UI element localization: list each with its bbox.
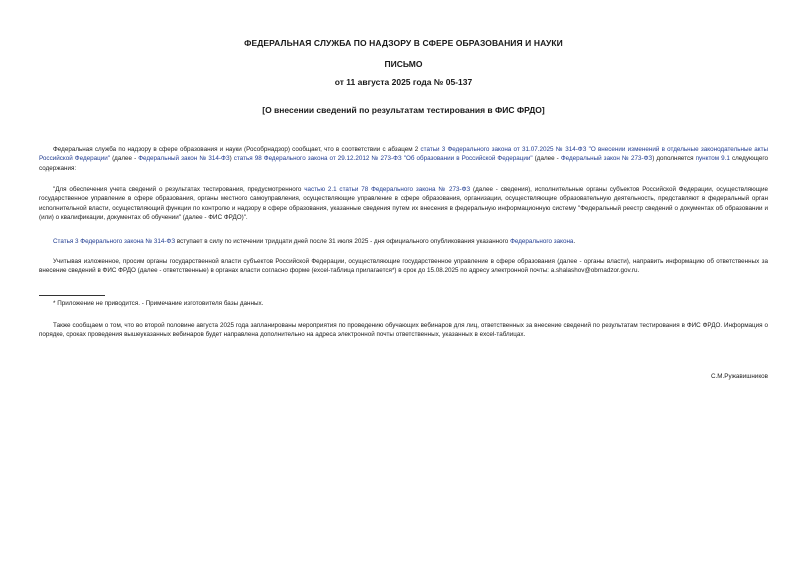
p1-text-1: Федеральная служба по надзору в сфере образования и науки (Рособрнадзор) сообщает, что в соответствии с абзацем 2 <box>53 146 421 153</box>
link-law-314[interactable]: Федеральный закон № 314-ФЗ <box>138 155 230 163</box>
p2-text-2: (далее - сведения), исполнительные органы субъектов Российской Федерации, осуществляющие государственное управление в сфере образования, органы местного самоуправления, осуществляющие управление в сфере образования, организации, осуществляющие образовательную деятельность, представляют в федеральный орган исполнительной власти, осуществляющий функции по контролю и надзору в сфере образования, указанные сведения путем их внесения в федеральную информационную систему "Федеральный реестр сведений о документах об образовании и (или) о квалификации, документах об обучении" (далее - ФИС ФРДО)". <box>39 186 768 222</box>
p1-text-2: (далее - <box>110 155 139 163</box>
document-subject: [О внесении сведений по результатам тестирования в ФИС ФРДО] <box>262 105 545 115</box>
paragraph-3 <box>39 237 768 246</box>
p3-text-2: . <box>573 238 576 245</box>
link-article-3-law-314-b[interactable]: Статья 3 Федерального закона № 314-ФЗ <box>53 238 176 245</box>
p1-text-6: следующего содержания: <box>39 155 768 172</box>
footnote-divider <box>39 295 105 296</box>
paragraph-2 <box>39 185 768 223</box>
paragraph-5 <box>39 321 768 340</box>
paragraph-4 <box>39 257 768 276</box>
paragraph-1 <box>39 145 768 173</box>
p2-text-1: "Для обеспечения учета сведений о результатах тестирования, предусмотренного <box>53 186 305 193</box>
document-type: ПИСЬМО <box>384 59 423 69</box>
footnote-text: * Приложение не приводится. - Примечание изготовителя базы данных. <box>53 300 264 307</box>
link-point-9-1[interactable]: пунктом 9.1 <box>695 155 730 163</box>
p4-text-1: Учитывая изложенное, просим органы государственной власти субъектов Российской Федерации, осуществляющие государственное управление в сфере образования (далее - органы власти), направить информацию об ответственных за внесение сведений в ФИС ФРДО (далее - ответственные) в органах власти согласно форме (excel-таблица прилагается*) в срок до 15.08.2025 по адресу электронной почты: a.shalashov@obrnadzor.gov.ru. <box>39 258 768 275</box>
p1-text-5: ) дополняется <box>652 155 696 163</box>
link-federal-law[interactable]: Федерального закона <box>510 238 574 245</box>
link-law-273[interactable]: Федеральный закон № 273-ФЗ <box>560 155 653 163</box>
link-article-98-law-273[interactable]: статья 98 Федерального закона от 29.12.2012 № 273-ФЗ "Об образовании в Российской Федерации" <box>233 155 533 163</box>
footnote <box>39 299 768 308</box>
signature: С.М.Ружавишников <box>710 373 768 380</box>
p1-text-4: (далее - <box>532 155 561 163</box>
link-part-2-1-article-78[interactable]: частью 2.1 статьи 78 Федерального закона № 273-ФЗ <box>304 186 471 193</box>
p5-text-1: Также сообщаем о том, что во второй половине августа 2025 года запланированы мероприятия по проведению обучающих вебинаров для лиц, ответственных за внесение сведений по результатам тестирования в ФИС ФРДО. Информация о порядке, сроках проведения вышеуказанных вебинаров будет направлена дополнительно на адреса электронной почты ответственных, указанных в excel-таблицах. <box>39 322 768 339</box>
agency-heading: ФЕДЕРАЛЬНАЯ СЛУЖБА ПО НАДЗОРУ В СФЕРЕ ОБРАЗОВАНИЯ И НАУКИ <box>244 38 563 48</box>
document-date-number: от 11 августа 2025 года № 05-137 <box>334 77 473 87</box>
p3-text-1: вступает в силу по истечении тридцати дней после 31 июля 2025 - дня официального опубликования указанного <box>175 238 511 245</box>
link-article-3-law-314[interactable]: статьи 3 Федерального закона от 31.07.2025 № 314-ФЗ "О внесении изменений в отдельные законодательные акты Российской Федерации" <box>39 146 768 163</box>
p1-text-3: ) <box>229 155 234 163</box>
